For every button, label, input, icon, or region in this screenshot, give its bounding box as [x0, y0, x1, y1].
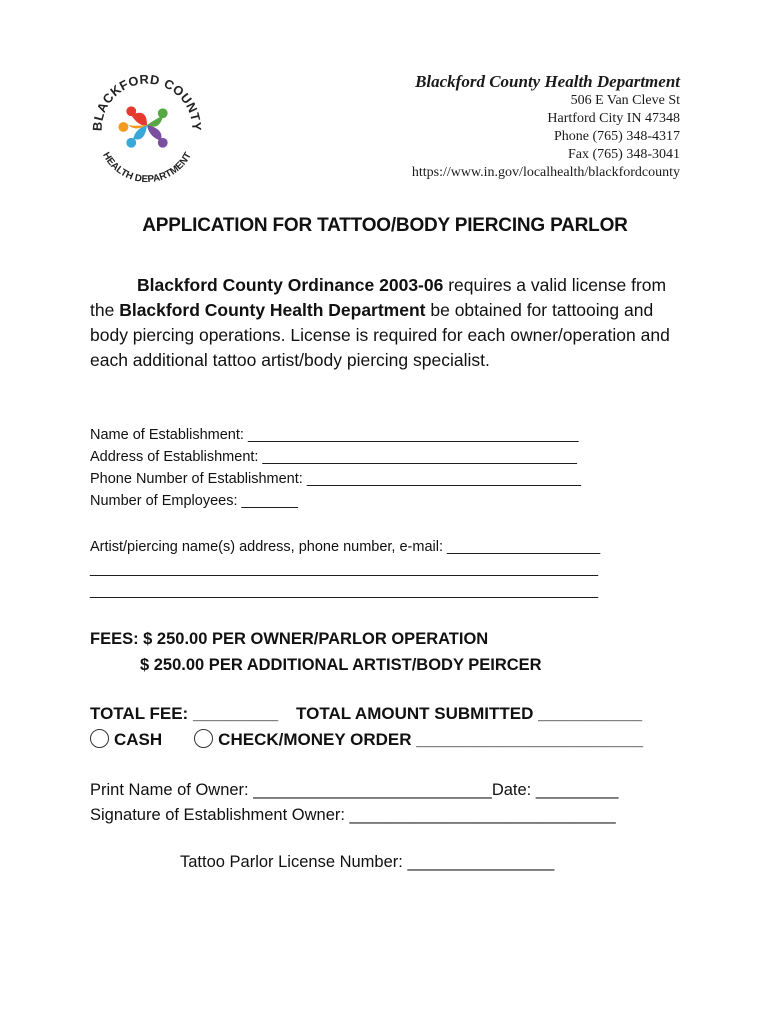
check-field[interactable]: ________________________ [416, 730, 644, 749]
employees-label: Number of Employees: [90, 493, 242, 509]
city-address: Hartford City IN 47348 [547, 111, 680, 126]
amount-submitted-label: TOTAL AMOUNT SUBMITTED [296, 704, 539, 723]
signature-field[interactable]: _____________________________ [349, 806, 616, 824]
intro-text-1: requires a valid license from the [90, 275, 667, 320]
artist-fee: $ 250.00 PER ADDITIONAL ARTIST/BODY PEIRCER [140, 656, 542, 674]
form-title: APPLICATION FOR TATTOO/BODY PIERCING PARLOR [142, 215, 628, 236]
artist-info-section [90, 536, 690, 602]
owner-fee: FEES: $ 250.00 PER OWNER/PARLOR OPERATION [90, 630, 489, 648]
date-label: Date: [491, 781, 536, 799]
artist-info-field[interactable]: ___________________ [447, 539, 601, 555]
logo-people-icon [118, 106, 167, 147]
department-reference: Blackford County Health Department [119, 300, 426, 320]
amount-submitted-field[interactable]: ___________ [538, 704, 643, 723]
employees-field[interactable]: _______ [241, 493, 298, 509]
artist-info-field-line-2[interactable]: _______________________________________________________________ [90, 561, 599, 577]
street-address: 506 E Van Cleve St [570, 93, 680, 108]
print-name-field[interactable]: __________________________ [253, 781, 492, 799]
establishment-phone-row [90, 468, 581, 490]
establishment-fields [90, 424, 581, 512]
organization-name: Blackford County Health Department [415, 72, 680, 91]
cash-label: CASH [114, 730, 163, 749]
intro-paragraph [90, 273, 690, 373]
total-fee-field[interactable]: _________ [192, 704, 279, 723]
signature-label: Signature of Establishment Owner: [90, 806, 350, 824]
establishment-name-row [90, 424, 581, 446]
print-name-label: Print Name of Owner: [90, 781, 254, 799]
health-department-logo [88, 68, 206, 186]
intro-text-2: be obtained for tattooing and body piercing operations. License is required for each owner/operation and each additional tattoo artist/body piercing specialist. [90, 300, 670, 370]
establishment-address-row [90, 446, 581, 468]
employees-row [90, 490, 581, 512]
logo-bottom-text: HEALTH DEPARTMENT [100, 150, 194, 186]
establishment-name-label: Name of Establishment: [90, 427, 248, 443]
website-url: https://www.in.gov/localhealth/blackfordcounty [411, 165, 680, 180]
phone-number: Phone (765) 348-4317 [554, 129, 680, 144]
date-field[interactable]: _________ [535, 781, 619, 799]
artist-info-field-line-3[interactable]: _______________________________________________________________ [90, 583, 599, 599]
establishment-address-label: Address of Establishment: [90, 449, 263, 465]
establishment-phone-label: Phone Number of Establishment: [90, 471, 307, 487]
establishment-phone-field[interactable]: __________________________________ [306, 471, 581, 487]
establishment-name-field[interactable]: _________________________________________ [247, 427, 579, 443]
check-label: CHECK/MONEY ORDER [218, 730, 417, 749]
fax-number: Fax (765) 348-3041 [568, 147, 680, 162]
check-radio[interactable] [194, 729, 213, 748]
logo-top-text: BLACKFORD COUNTY [89, 71, 205, 132]
header-address-block [412, 72, 680, 182]
svg-text:BLACKFORD COUNTY [90, 72, 205, 132]
total-fee-label: TOTAL FEE: [90, 704, 193, 723]
license-number-row [180, 853, 554, 872]
license-number-field[interactable]: ________________ [407, 853, 555, 871]
signature-section [90, 778, 618, 828]
license-number-label: Tattoo Parlor License Number: [180, 853, 408, 871]
totals-section [90, 701, 643, 753]
ordinance-reference: Blackford County Ordinance 2003-06 [137, 275, 444, 295]
artist-info-label: Artist/piercing name(s) address, phone number, e-mail: [90, 539, 448, 555]
establishment-address-field[interactable]: _______________________________________ [262, 449, 577, 465]
fees-section [90, 626, 542, 678]
cash-radio[interactable] [90, 729, 109, 748]
svg-text:HEALTH DEPARTMENT [100, 151, 194, 186]
